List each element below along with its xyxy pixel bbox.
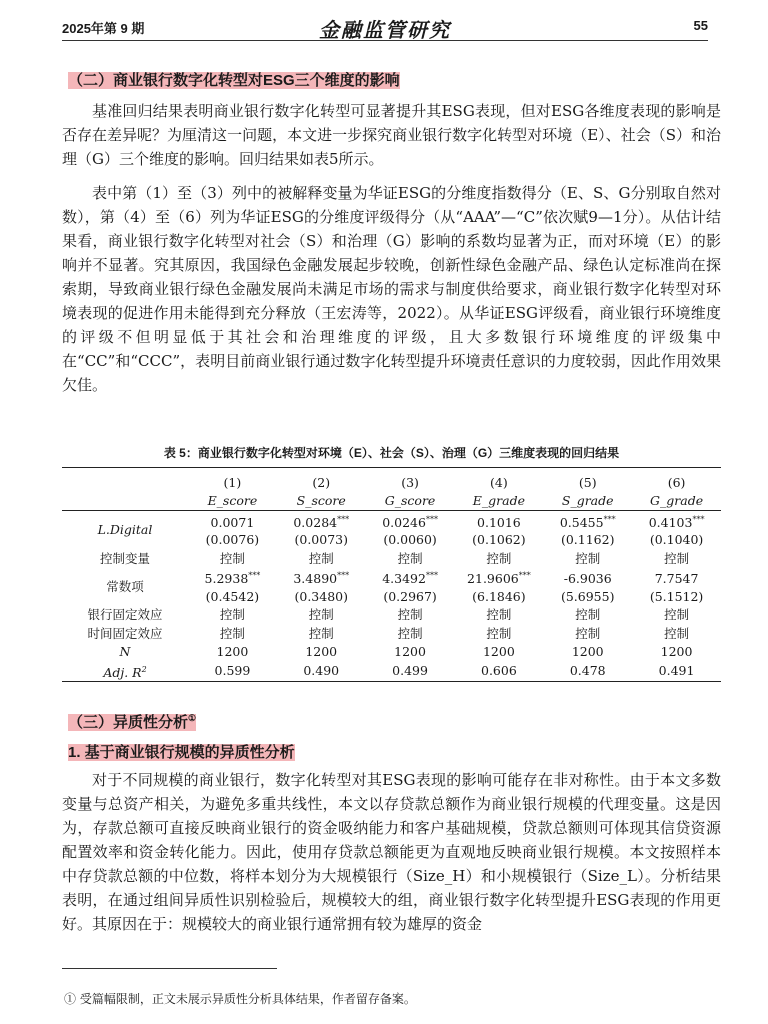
row-label: 时间固定效应	[87, 625, 163, 641]
row-label: 银行固定效应	[87, 607, 163, 623]
table-cell: 控制	[219, 625, 245, 641]
table-cell: 控制	[664, 550, 690, 566]
table-cell: (0.1062)	[472, 532, 526, 548]
row-label: L.Digital	[97, 522, 153, 538]
col-var: E_score	[188, 491, 277, 510]
table-cell: 控制	[486, 607, 512, 623]
table-cell: 控制	[308, 625, 334, 641]
table-cell: 0.499	[366, 661, 455, 682]
issue-label: 2025年第 9 期	[62, 21, 145, 36]
table-caption: 表 5：商业银行数字化转型对环境（E）、社会（S）、治理（G）三维度表现的回归结果	[163, 446, 620, 460]
table-cell: 0.1016	[477, 514, 521, 530]
table-cell: 0.606	[454, 661, 543, 682]
footnote-mark: ①	[64, 992, 77, 1006]
table-cell: 1200	[216, 644, 249, 660]
table-cell: 0.490	[277, 661, 366, 682]
page-number: 55	[693, 18, 708, 33]
table-top-rule	[62, 467, 721, 468]
section-heading-3	[64, 710, 200, 733]
table-cell: 控制	[664, 607, 690, 623]
table-cell: 0.0284***	[293, 514, 350, 530]
col-var: G_score	[366, 491, 455, 510]
table-cell: -6.9036	[563, 571, 612, 587]
row-label: 常数项	[106, 579, 144, 595]
footnote-rule	[62, 968, 277, 969]
table-cell: 控制	[575, 550, 601, 566]
table-cell: (0.3480)	[294, 589, 348, 605]
table-cell: (0.2967)	[383, 589, 437, 605]
table-cell: 控制	[397, 607, 423, 623]
table-cell: 控制	[486, 625, 512, 641]
col-num: (2)	[312, 474, 331, 490]
table-row	[62, 549, 721, 567]
section-heading-2	[64, 68, 404, 91]
col-var: G_grade	[632, 491, 721, 510]
col-num: (3)	[401, 474, 419, 490]
table-cell: (0.1162)	[560, 532, 615, 548]
table-cell: 控制	[575, 625, 601, 641]
table-cell: 控制	[219, 550, 245, 566]
table-cell: 0.478	[543, 661, 632, 682]
table-cell: 1200	[660, 644, 693, 660]
regression-table	[62, 473, 721, 682]
col-var: S_score	[277, 491, 366, 510]
table-row	[62, 491, 721, 510]
table-row	[62, 510, 721, 531]
table-row	[62, 606, 721, 624]
table-cell: 控制	[219, 607, 245, 623]
table-cell: 控制	[308, 607, 334, 623]
col-num: (1)	[223, 474, 242, 490]
row-label: N	[119, 644, 131, 660]
col-var: E_grade	[454, 491, 543, 510]
table-row	[62, 567, 721, 587]
table-cell: 0.0246***	[382, 514, 438, 530]
paragraph-s2-2: 表中第（1）至（3）列中的被解释变量为华证ESG的分维度指数得分（E、S、G分别取自然对数），第（4）至（6）列为华证ESG的分维度评级得分（从“AAA”—“C”依次赋9—1分）。从估计结果看，商业银行数字化转型对社会（S）和治理（G）影响的系数均显著为正，而对环境（E）的影响并不显著。究其原因，我国绿色金融发展起步较晚，创新性绿色金融产品、绿色认定标准尚在探索期，导致商业银行绿色金融发展尚未满足市场的需求与制度供给要求，商业银行数字化转型对环境表现的促进作用未能得到充分释放（王宏涛等，2022）。从华证ESG评级看，商业银行环境维度的评级不但明显低于其社会和治理维度的评级，且大多数银行环境维度的评级集中在“CC”和“CCC”，表明目前商业银行通过数字化转型提升环境责任意识的力度较弱，因此作用效果欠佳。	[62, 184, 721, 394]
table-cell: 1200	[394, 644, 426, 660]
table-cell: 控制	[308, 550, 334, 566]
row-label: 控制变量	[99, 550, 150, 566]
col-num: (4)	[490, 474, 508, 490]
table-cell: (6.1846)	[472, 589, 526, 605]
footnote-ref[interactable]: ①	[188, 713, 197, 723]
table-cell: 控制	[397, 625, 423, 641]
table-cell: 5.2938***	[204, 571, 261, 587]
table-cell: (0.0076)	[205, 532, 260, 548]
section-heading-3-text: （三）异质性分析①	[68, 713, 197, 731]
table-cell: 控制	[575, 607, 601, 623]
subsection-heading-1-text: 1. 基于商业银行规模的异质性分析	[68, 744, 295, 761]
journal-title: 金融监管研究	[319, 20, 451, 42]
header-rule	[62, 40, 708, 41]
table-cell: 1200	[571, 644, 604, 660]
table-cell: 控制	[397, 550, 423, 566]
table-cell: 控制	[486, 550, 512, 566]
footnote	[64, 990, 416, 1007]
table-cell: 0.4103***	[648, 514, 705, 530]
paragraph-s2-1: 基准回归结果表明商业银行数字化转型可显著提升其ESG表现，但对ESG各维度表现的影响是否存在差异呢？为厘清这一问题，本文进一步探究商业银行数字化转型对环境（E）、社会（S）和治理（G）三个维度的影响。回归结果如表5所示。	[62, 102, 721, 168]
page-header	[62, 14, 708, 40]
table-cell: (0.0060)	[383, 532, 437, 548]
table-cell: 1200	[482, 644, 515, 660]
table-cell: (5.6955)	[560, 589, 615, 605]
table-row	[62, 642, 721, 660]
col-var: S_grade	[543, 491, 632, 510]
table-cell: 21.9606***	[467, 571, 531, 587]
table-cell: (5.1512)	[649, 589, 704, 605]
table-cell: 0.599	[188, 661, 277, 682]
table-cell: 0.0071	[210, 514, 255, 530]
table-cell: 0.5455***	[559, 514, 616, 530]
paragraph-s3-1: 对于不同规模的商业银行，数字化转型对其ESG表现的影响可能存在非对称性。由于本文多数变量与总资产相关，为避免多重共线性，本文以存贷款总额作为商业银行规模的代理变量。这是因为，存款总额可直接反映商业银行的资金吸纳能力和客户基础规模，贷款总额则可体现其信贷资源配置效率和资金转化能力。因此，使用存贷款总额能更为直观地反映商业银行规模。本文按照样本中存贷款总额的中位数，将样本划分为大规模银行（Size_H）和小规模银行（Size_L）。分析结果表明，在通过组间异质性识别检验后，规模较大的组，商业银行数字化转型提升ESG表现的作用更好。其原因在于：规模较大的商业银行通常拥有较为雄厚的资金	[62, 771, 721, 933]
table-cell: 7.7547	[654, 571, 699, 587]
table-row	[62, 661, 721, 682]
table-cell: 3.4890***	[293, 571, 350, 587]
table-cell: 1200	[305, 644, 338, 660]
table-row	[62, 473, 721, 491]
table-row	[62, 624, 721, 642]
col-num: (6)	[667, 474, 686, 490]
section-heading-2-text: （二）商业银行数字化转型对ESG三个维度的影响	[68, 72, 400, 89]
table-cell: (0.0073)	[294, 532, 348, 548]
table-cell: (0.1040)	[649, 532, 704, 548]
subsection-heading-1	[64, 740, 299, 763]
col-num: (5)	[578, 474, 597, 490]
table-cell: 4.3492***	[382, 571, 438, 587]
table-cell: 控制	[664, 625, 690, 641]
table-cell: (0.4542)	[205, 589, 260, 605]
footnote-text: 受篇幅限制，正文未展示异质性分析具体结果，作者留存备案。	[79, 992, 416, 1006]
row-label: Adj. $R^2$	[62, 661, 188, 682]
table-cell: 0.491	[632, 661, 721, 682]
